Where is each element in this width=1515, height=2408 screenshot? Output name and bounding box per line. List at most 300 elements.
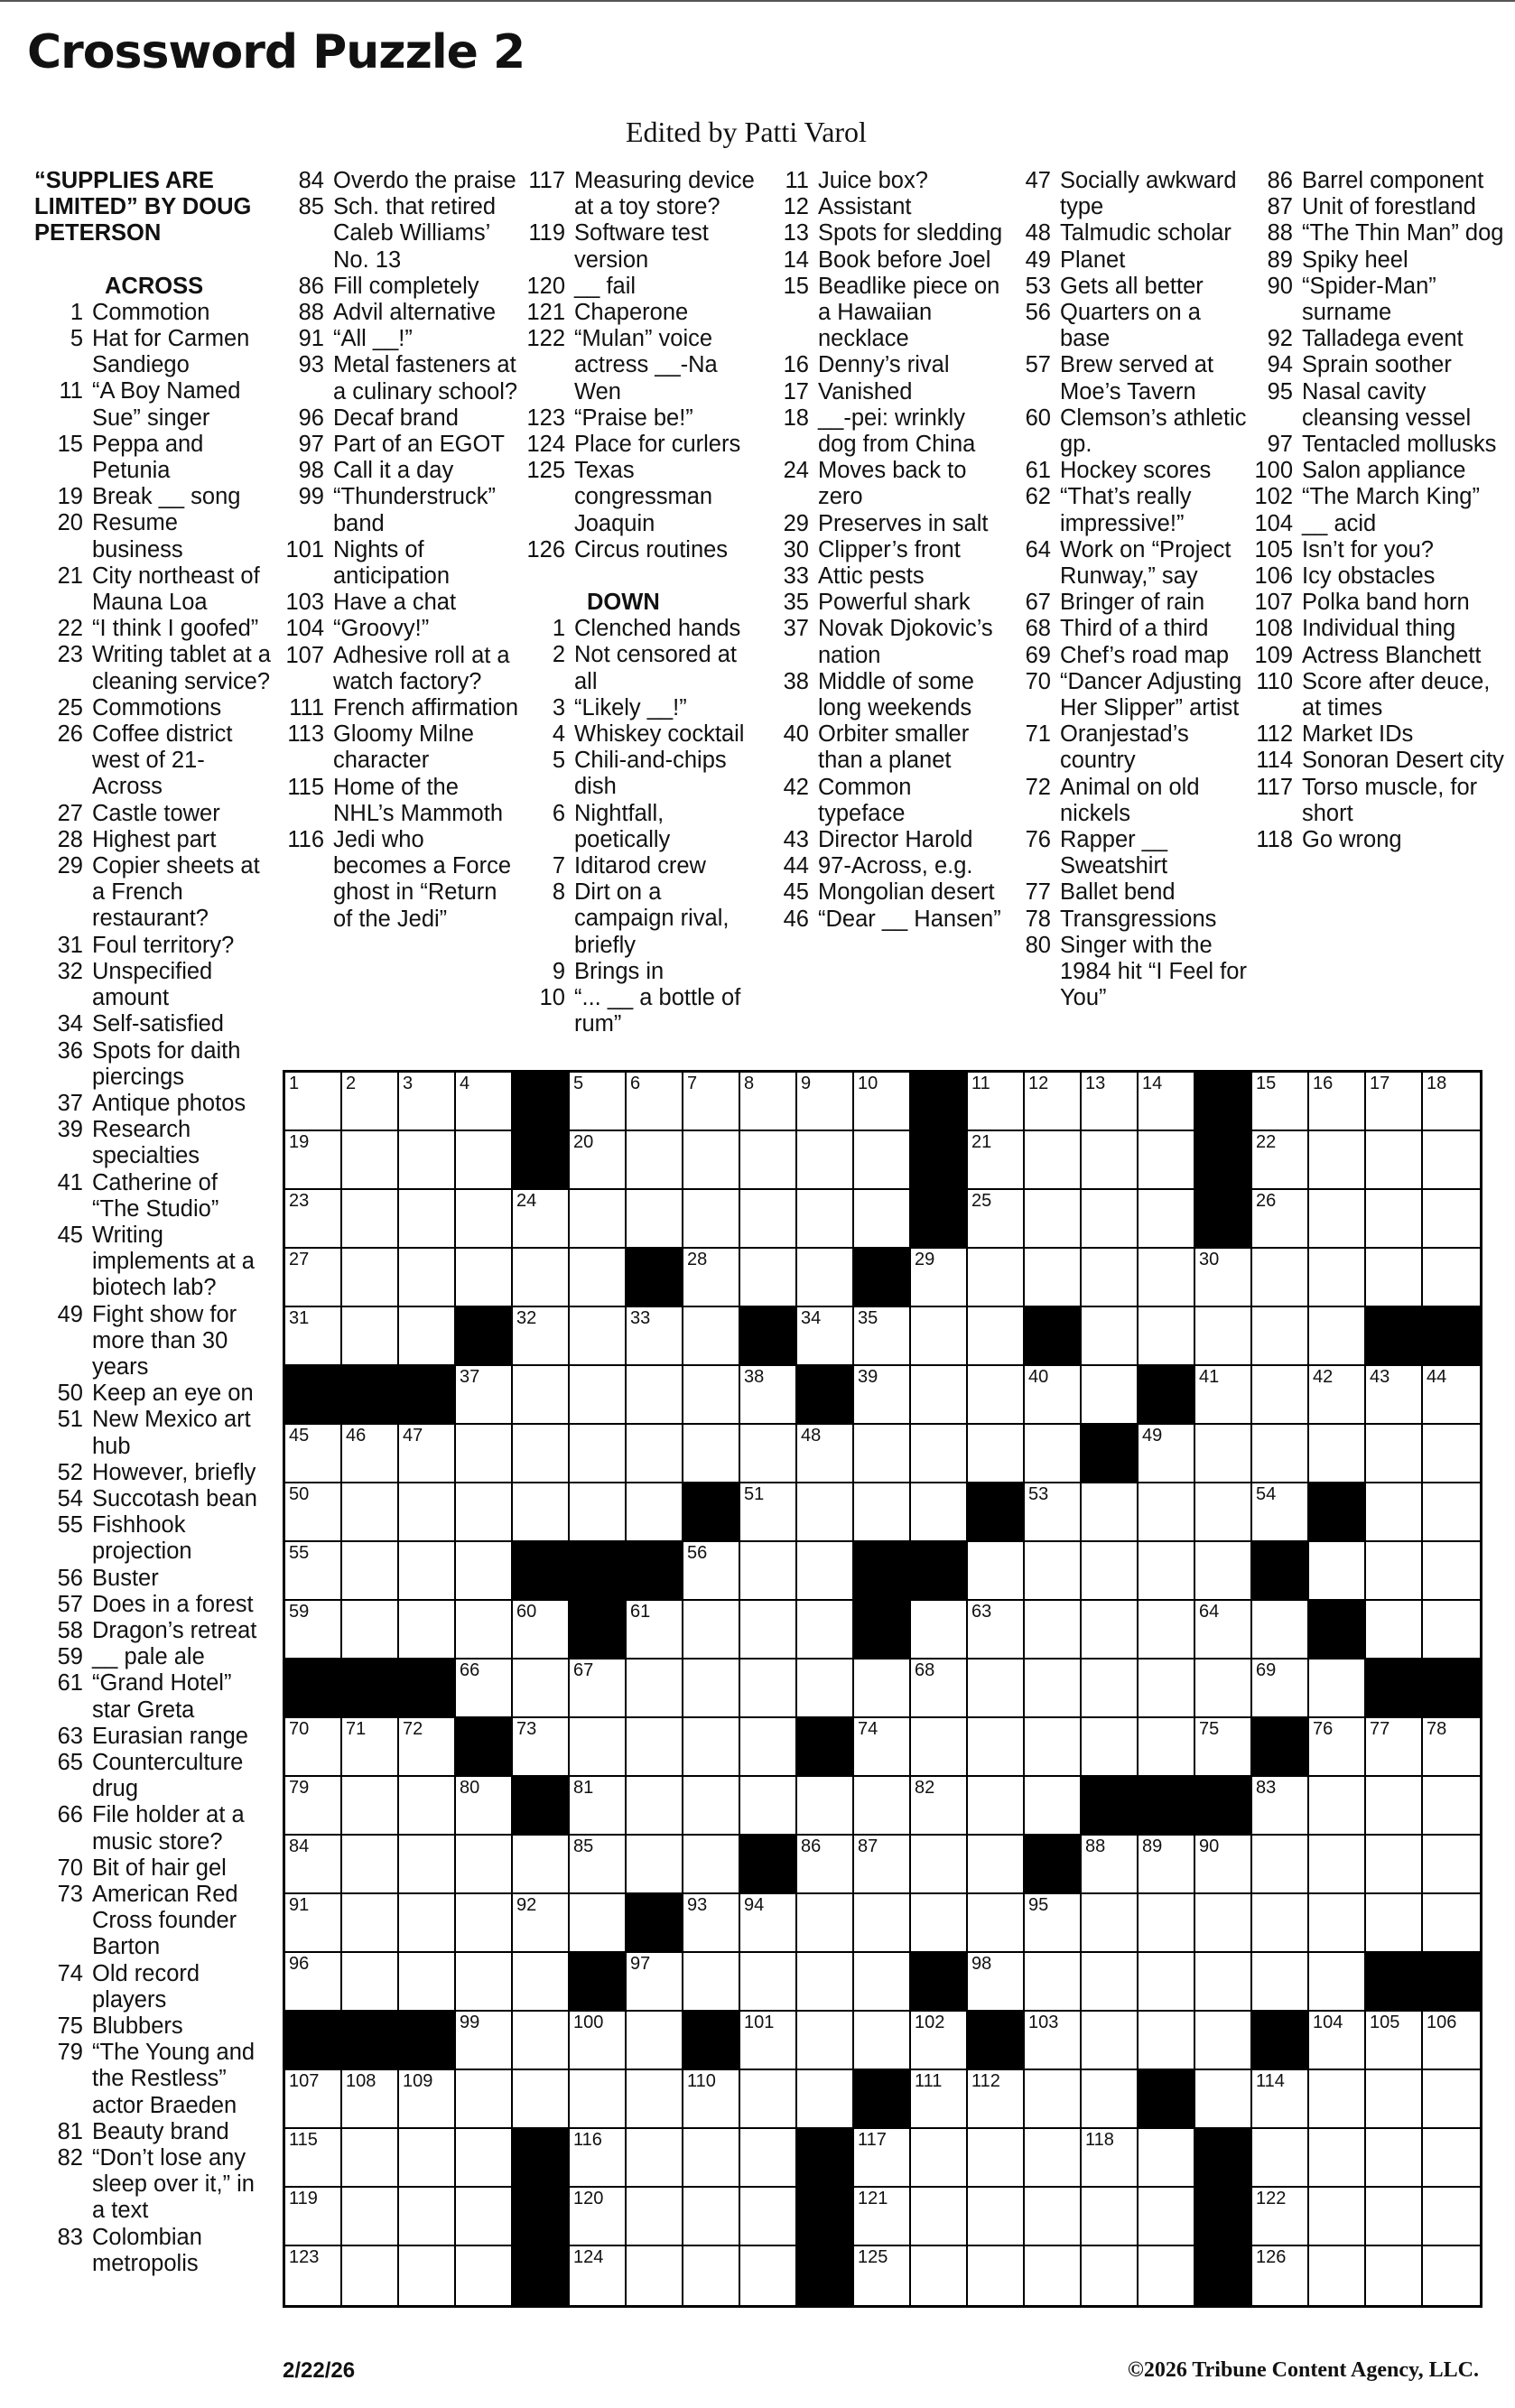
grid-cell[interactable] [797, 1660, 854, 1718]
grid-cell[interactable] [1309, 1131, 1366, 1190]
grid-cell[interactable] [1139, 2129, 1195, 2188]
grid-cell[interactable] [513, 2012, 570, 2070]
grid-cell[interactable] [1139, 1718, 1195, 1777]
grid-cell[interactable] [570, 1249, 627, 1307]
grid-cell[interactable] [1139, 2246, 1195, 2305]
grid-cell[interactable] [740, 1894, 797, 1953]
grid-cell[interactable] [1252, 2188, 1309, 2246]
grid-cell[interactable] [1252, 1366, 1309, 1425]
grid-cell[interactable] [911, 1425, 968, 1483]
grid-cell[interactable] [399, 1542, 456, 1601]
grid-cell[interactable] [1366, 2070, 1423, 2129]
grid-cell[interactable] [627, 2012, 683, 2070]
grid-cell[interactable] [797, 1190, 854, 1249]
grid-cell[interactable] [854, 1190, 911, 1249]
grid-cell[interactable] [570, 1425, 627, 1483]
grid-cell[interactable] [399, 2129, 456, 2188]
grid-cell[interactable] [1366, 1483, 1423, 1542]
grid-cell[interactable] [1082, 1718, 1139, 1777]
grid-cell[interactable] [399, 1777, 456, 1836]
grid-cell[interactable] [1195, 1366, 1252, 1425]
grid-cell[interactable] [1139, 1249, 1195, 1307]
grid-cell[interactable] [1366, 2012, 1423, 2070]
grid-cell[interactable] [285, 1307, 342, 1366]
grid-cell[interactable] [968, 2129, 1025, 2188]
grid-cell[interactable] [683, 1660, 740, 1718]
grid-cell[interactable] [1195, 1483, 1252, 1542]
grid-cell[interactable] [1309, 1542, 1366, 1601]
grid-cell[interactable] [1082, 1894, 1139, 1953]
grid-cell[interactable] [1139, 1483, 1195, 1542]
grid-cell[interactable] [285, 2246, 342, 2305]
grid-cell[interactable] [797, 1542, 854, 1601]
grid-cell[interactable] [1025, 1483, 1082, 1542]
grid-cell[interactable] [1195, 2070, 1252, 2129]
grid-cell[interactable] [285, 1836, 342, 1894]
grid-cell[interactable] [1082, 1601, 1139, 1660]
grid-cell[interactable] [854, 2012, 911, 2070]
grid-cell[interactable] [627, 1660, 683, 1718]
grid-cell[interactable] [968, 1660, 1025, 1718]
grid-cell[interactable] [1423, 1542, 1480, 1601]
grid-cell[interactable] [1423, 2070, 1480, 2129]
grid-cell[interactable] [911, 1307, 968, 1366]
grid-cell[interactable] [1195, 1425, 1252, 1483]
grid-cell[interactable] [456, 1836, 513, 1894]
grid-cell[interactable] [1082, 2188, 1139, 2246]
grid-cell[interactable] [285, 2188, 342, 2246]
grid-cell[interactable] [285, 1542, 342, 1601]
grid-cell[interactable] [911, 1660, 968, 1718]
grid-cell[interactable] [854, 1131, 911, 1190]
grid-cell[interactable] [1252, 1249, 1309, 1307]
grid-cell[interactable] [285, 1718, 342, 1777]
grid-cell[interactable] [683, 1894, 740, 1953]
grid-cell[interactable] [1309, 1660, 1366, 1718]
grid-cell[interactable] [456, 1483, 513, 1542]
grid-cell[interactable] [740, 2188, 797, 2246]
grid-cell[interactable] [683, 1366, 740, 1425]
grid-cell[interactable] [968, 1190, 1025, 1249]
grid-cell[interactable] [740, 1190, 797, 1249]
grid-cell[interactable] [1309, 1249, 1366, 1307]
grid-cell[interactable] [627, 1131, 683, 1190]
grid-cell[interactable] [740, 1483, 797, 1542]
grid-cell[interactable] [797, 2012, 854, 2070]
grid-cell[interactable] [911, 2246, 968, 2305]
grid-cell[interactable] [797, 1131, 854, 1190]
grid-cell[interactable] [456, 1073, 513, 1131]
grid-cell[interactable] [1252, 1131, 1309, 1190]
grid-cell[interactable] [797, 1836, 854, 1894]
grid-cell[interactable] [968, 1425, 1025, 1483]
grid-cell[interactable] [1025, 2188, 1082, 2246]
grid-cell[interactable] [1139, 1601, 1195, 1660]
grid-cell[interactable] [683, 1777, 740, 1836]
grid-cell[interactable] [854, 1073, 911, 1131]
grid-cell[interactable] [1309, 1836, 1366, 1894]
grid-cell[interactable] [627, 1953, 683, 2012]
grid-cell[interactable] [968, 1601, 1025, 1660]
grid-cell[interactable] [513, 1190, 570, 1249]
grid-cell[interactable] [570, 1777, 627, 1836]
grid-cell[interactable] [513, 1894, 570, 1953]
grid-cell[interactable] [399, 1718, 456, 1777]
grid-cell[interactable] [683, 1425, 740, 1483]
grid-cell[interactable] [1423, 1777, 1480, 1836]
grid-cell[interactable] [911, 1249, 968, 1307]
grid-cell[interactable] [1423, 2129, 1480, 2188]
grid-cell[interactable] [456, 1131, 513, 1190]
grid-cell[interactable] [1366, 1073, 1423, 1131]
grid-cell[interactable] [1252, 2070, 1309, 2129]
grid-cell[interactable] [342, 2129, 399, 2188]
grid-cell[interactable] [342, 1542, 399, 1601]
grid-cell[interactable] [456, 1953, 513, 2012]
grid-cell[interactable] [627, 2070, 683, 2129]
grid-cell[interactable] [1139, 1953, 1195, 2012]
grid-cell[interactable] [1366, 1425, 1423, 1483]
grid-cell[interactable] [1139, 1073, 1195, 1131]
grid-cell[interactable] [1423, 1190, 1480, 1249]
grid-cell[interactable] [285, 1601, 342, 1660]
grid-cell[interactable] [854, 1307, 911, 1366]
grid-cell[interactable] [1025, 2246, 1082, 2305]
grid-cell[interactable] [1139, 1190, 1195, 1249]
grid-cell[interactable] [1252, 1777, 1309, 1836]
grid-cell[interactable] [797, 1601, 854, 1660]
grid-cell[interactable] [1025, 1542, 1082, 1601]
grid-cell[interactable] [456, 2246, 513, 2305]
grid-cell[interactable] [399, 1073, 456, 1131]
grid-cell[interactable] [1423, 1073, 1480, 1131]
grid-cell[interactable] [342, 2246, 399, 2305]
grid-cell[interactable] [854, 1718, 911, 1777]
grid-cell[interactable] [342, 2070, 399, 2129]
grid-cell[interactable] [968, 2246, 1025, 2305]
grid-cell[interactable] [1025, 1953, 1082, 2012]
grid-cell[interactable] [456, 2129, 513, 2188]
grid-cell[interactable] [968, 1894, 1025, 1953]
grid-cell[interactable] [627, 1777, 683, 1836]
grid-cell[interactable] [627, 1425, 683, 1483]
grid-cell[interactable] [911, 1718, 968, 1777]
grid-cell[interactable] [1423, 1836, 1480, 1894]
grid-cell[interactable] [627, 1190, 683, 1249]
grid-cell[interactable] [968, 1131, 1025, 1190]
grid-cell[interactable] [513, 1307, 570, 1366]
grid-cell[interactable] [627, 2188, 683, 2246]
grid-cell[interactable] [570, 1483, 627, 1542]
grid-cell[interactable] [740, 1073, 797, 1131]
grid-cell[interactable] [1309, 1307, 1366, 1366]
grid-cell[interactable] [797, 2070, 854, 2129]
grid-cell[interactable] [1309, 2246, 1366, 2305]
grid-cell[interactable] [968, 1249, 1025, 1307]
grid-cell[interactable] [456, 1542, 513, 1601]
grid-cell[interactable] [285, 2070, 342, 2129]
grid-cell[interactable] [1195, 1660, 1252, 1718]
grid-cell[interactable] [285, 1953, 342, 2012]
grid-cell[interactable] [1082, 1249, 1139, 1307]
grid-cell[interactable] [399, 1249, 456, 1307]
grid-cell[interactable] [683, 1601, 740, 1660]
grid-cell[interactable] [1252, 1894, 1309, 1953]
grid-cell[interactable] [570, 2012, 627, 2070]
grid-cell[interactable] [1139, 1131, 1195, 1190]
grid-cell[interactable] [1252, 1483, 1309, 1542]
grid-cell[interactable] [911, 1601, 968, 1660]
grid-cell[interactable] [1252, 1660, 1309, 1718]
grid-cell[interactable] [968, 1777, 1025, 1836]
grid-cell[interactable] [627, 1836, 683, 1894]
grid-cell[interactable] [1309, 2070, 1366, 2129]
grid-cell[interactable] [1423, 1718, 1480, 1777]
grid-cell[interactable] [968, 1542, 1025, 1601]
grid-cell[interactable] [456, 1249, 513, 1307]
grid-cell[interactable] [740, 1601, 797, 1660]
grid-cell[interactable] [968, 2188, 1025, 2246]
grid-cell[interactable] [1082, 2129, 1139, 2188]
grid-cell[interactable] [399, 2188, 456, 2246]
grid-cell[interactable] [627, 1601, 683, 1660]
grid-cell[interactable] [1082, 1307, 1139, 1366]
grid-cell[interactable] [513, 1601, 570, 1660]
grid-cell[interactable] [797, 1777, 854, 1836]
grid-cell[interactable] [911, 1894, 968, 1953]
grid-cell[interactable] [342, 1307, 399, 1366]
grid-cell[interactable] [342, 1073, 399, 1131]
grid-cell[interactable] [1309, 2188, 1366, 2246]
grid-cell[interactable] [1366, 2188, 1423, 2246]
grid-cell[interactable] [399, 1307, 456, 1366]
grid-cell[interactable] [968, 1073, 1025, 1131]
grid-cell[interactable] [399, 1953, 456, 2012]
grid-cell[interactable] [570, 1131, 627, 1190]
grid-cell[interactable] [740, 1777, 797, 1836]
grid-cell[interactable] [1025, 1073, 1082, 1131]
grid-cell[interactable] [399, 1131, 456, 1190]
grid-cell[interactable] [683, 1249, 740, 1307]
grid-cell[interactable] [1195, 1836, 1252, 1894]
grid-cell[interactable] [399, 1894, 456, 1953]
grid-cell[interactable] [1082, 1483, 1139, 1542]
grid-cell[interactable] [854, 1366, 911, 1425]
grid-cell[interactable] [797, 1073, 854, 1131]
grid-cell[interactable] [456, 1425, 513, 1483]
grid-cell[interactable] [854, 1483, 911, 1542]
grid-cell[interactable] [1025, 1894, 1082, 1953]
grid-cell[interactable] [285, 1894, 342, 1953]
grid-cell[interactable] [797, 1483, 854, 1542]
grid-cell[interactable] [1139, 2188, 1195, 2246]
grid-cell[interactable] [1366, 1542, 1423, 1601]
grid-cell[interactable] [342, 1131, 399, 1190]
grid-cell[interactable] [1252, 1601, 1309, 1660]
grid-cell[interactable] [627, 1073, 683, 1131]
grid-cell[interactable] [1252, 2129, 1309, 2188]
grid-cell[interactable] [1366, 1131, 1423, 1190]
grid-cell[interactable] [1082, 2012, 1139, 2070]
grid-cell[interactable] [1139, 1894, 1195, 1953]
grid-cell[interactable] [1309, 1777, 1366, 1836]
grid-cell[interactable] [740, 2012, 797, 2070]
grid-cell[interactable] [854, 1660, 911, 1718]
grid-cell[interactable] [854, 1425, 911, 1483]
grid-cell[interactable] [1195, 1894, 1252, 1953]
grid-cell[interactable] [1025, 1190, 1082, 1249]
grid-cell[interactable] [570, 1307, 627, 1366]
grid-cell[interactable] [911, 1836, 968, 1894]
grid-cell[interactable] [342, 1953, 399, 2012]
grid-cell[interactable] [456, 1894, 513, 1953]
grid-cell[interactable] [911, 2070, 968, 2129]
grid-cell[interactable] [1252, 1836, 1309, 1894]
grid-cell[interactable] [1139, 1307, 1195, 1366]
grid-cell[interactable] [342, 1425, 399, 1483]
grid-cell[interactable] [570, 1836, 627, 1894]
grid-cell[interactable] [1309, 2129, 1366, 2188]
grid-cell[interactable] [285, 2129, 342, 2188]
grid-cell[interactable] [399, 2246, 456, 2305]
grid-cell[interactable] [1082, 1366, 1139, 1425]
grid-cell[interactable] [1195, 1601, 1252, 1660]
grid-cell[interactable] [399, 1190, 456, 1249]
grid-cell[interactable] [456, 1190, 513, 1249]
grid-cell[interactable] [285, 1073, 342, 1131]
grid-cell[interactable] [342, 1777, 399, 1836]
grid-cell[interactable] [968, 1307, 1025, 1366]
grid-cell[interactable] [683, 2246, 740, 2305]
grid-cell[interactable] [740, 1660, 797, 1718]
grid-cell[interactable] [399, 1483, 456, 1542]
grid-cell[interactable] [1195, 1307, 1252, 1366]
grid-cell[interactable] [570, 1718, 627, 1777]
grid-cell[interactable] [570, 2129, 627, 2188]
grid-cell[interactable] [1309, 1366, 1366, 1425]
grid-cell[interactable] [911, 1366, 968, 1425]
grid-cell[interactable] [285, 1777, 342, 1836]
grid-cell[interactable] [1423, 1425, 1480, 1483]
grid-cell[interactable] [513, 1718, 570, 1777]
grid-cell[interactable] [968, 1836, 1025, 1894]
grid-cell[interactable] [456, 2012, 513, 2070]
grid-cell[interactable] [1309, 2012, 1366, 2070]
grid-cell[interactable] [570, 2188, 627, 2246]
grid-cell[interactable] [456, 2188, 513, 2246]
grid-cell[interactable] [285, 1425, 342, 1483]
grid-cell[interactable] [342, 1718, 399, 1777]
grid-cell[interactable] [911, 2188, 968, 2246]
grid-cell[interactable] [285, 1190, 342, 1249]
grid-cell[interactable] [342, 2188, 399, 2246]
grid-cell[interactable] [683, 1131, 740, 1190]
grid-cell[interactable] [627, 1366, 683, 1425]
grid-cell[interactable] [1025, 2129, 1082, 2188]
grid-cell[interactable] [683, 1190, 740, 1249]
grid-cell[interactable] [797, 1307, 854, 1366]
grid-cell[interactable] [1366, 1601, 1423, 1660]
grid-cell[interactable] [1082, 1542, 1139, 1601]
grid-cell[interactable] [683, 1718, 740, 1777]
grid-cell[interactable] [1423, 1366, 1480, 1425]
grid-cell[interactable] [911, 2012, 968, 2070]
grid-cell[interactable] [1309, 1718, 1366, 1777]
grid-cell[interactable] [683, 1836, 740, 1894]
grid-cell[interactable] [285, 1131, 342, 1190]
grid-cell[interactable] [1252, 2246, 1309, 2305]
grid-cell[interactable] [1082, 1660, 1139, 1718]
grid-cell[interactable] [1139, 2012, 1195, 2070]
grid-cell[interactable] [1025, 1366, 1082, 1425]
grid-cell[interactable] [1195, 1953, 1252, 2012]
grid-cell[interactable] [1366, 1777, 1423, 1836]
grid-cell[interactable] [740, 1425, 797, 1483]
grid-cell[interactable] [627, 1718, 683, 1777]
grid-cell[interactable] [1366, 2129, 1423, 2188]
grid-cell[interactable] [342, 1483, 399, 1542]
grid-cell[interactable] [1423, 2188, 1480, 2246]
grid-cell[interactable] [456, 1366, 513, 1425]
grid-cell[interactable] [1025, 2070, 1082, 2129]
grid-cell[interactable] [1082, 1131, 1139, 1190]
grid-cell[interactable] [683, 2129, 740, 2188]
grid-cell[interactable] [911, 2129, 968, 2188]
grid-cell[interactable] [342, 1894, 399, 1953]
grid-cell[interactable] [683, 2188, 740, 2246]
grid-cell[interactable] [683, 1307, 740, 1366]
grid-cell[interactable] [854, 1777, 911, 1836]
grid-cell[interactable] [1423, 2246, 1480, 2305]
grid-cell[interactable] [627, 1307, 683, 1366]
grid-cell[interactable] [740, 1953, 797, 2012]
grid-cell[interactable] [1082, 1836, 1139, 1894]
grid-cell[interactable] [1025, 1131, 1082, 1190]
grid-cell[interactable] [399, 2070, 456, 2129]
grid-cell[interactable] [740, 1542, 797, 1601]
grid-cell[interactable] [342, 1836, 399, 1894]
grid-cell[interactable] [968, 1718, 1025, 1777]
grid-cell[interactable] [1423, 1601, 1480, 1660]
grid-cell[interactable] [1195, 1249, 1252, 1307]
grid-cell[interactable] [513, 1425, 570, 1483]
grid-cell[interactable] [740, 2070, 797, 2129]
grid-cell[interactable] [1082, 2070, 1139, 2129]
grid-cell[interactable] [968, 1366, 1025, 1425]
grid-cell[interactable] [740, 1249, 797, 1307]
grid-cell[interactable] [854, 2188, 911, 2246]
grid-cell[interactable] [1423, 1894, 1480, 1953]
grid-cell[interactable] [1025, 1425, 1082, 1483]
grid-cell[interactable] [1309, 1953, 1366, 2012]
grid-cell[interactable] [1366, 1836, 1423, 1894]
grid-cell[interactable] [1252, 1190, 1309, 1249]
grid-cell[interactable] [456, 1660, 513, 1718]
grid-cell[interactable] [1309, 1894, 1366, 1953]
grid-cell[interactable] [1195, 1542, 1252, 1601]
grid-cell[interactable] [854, 1894, 911, 1953]
grid-cell[interactable] [570, 1660, 627, 1718]
grid-cell[interactable] [399, 1601, 456, 1660]
grid-cell[interactable] [513, 1660, 570, 1718]
grid-cell[interactable] [854, 1836, 911, 1894]
grid-cell[interactable] [683, 1073, 740, 1131]
grid-cell[interactable] [1139, 1542, 1195, 1601]
grid-cell[interactable] [911, 1483, 968, 1542]
grid-cell[interactable] [1252, 1307, 1309, 1366]
grid-cell[interactable] [456, 1601, 513, 1660]
grid-cell[interactable] [513, 1483, 570, 1542]
